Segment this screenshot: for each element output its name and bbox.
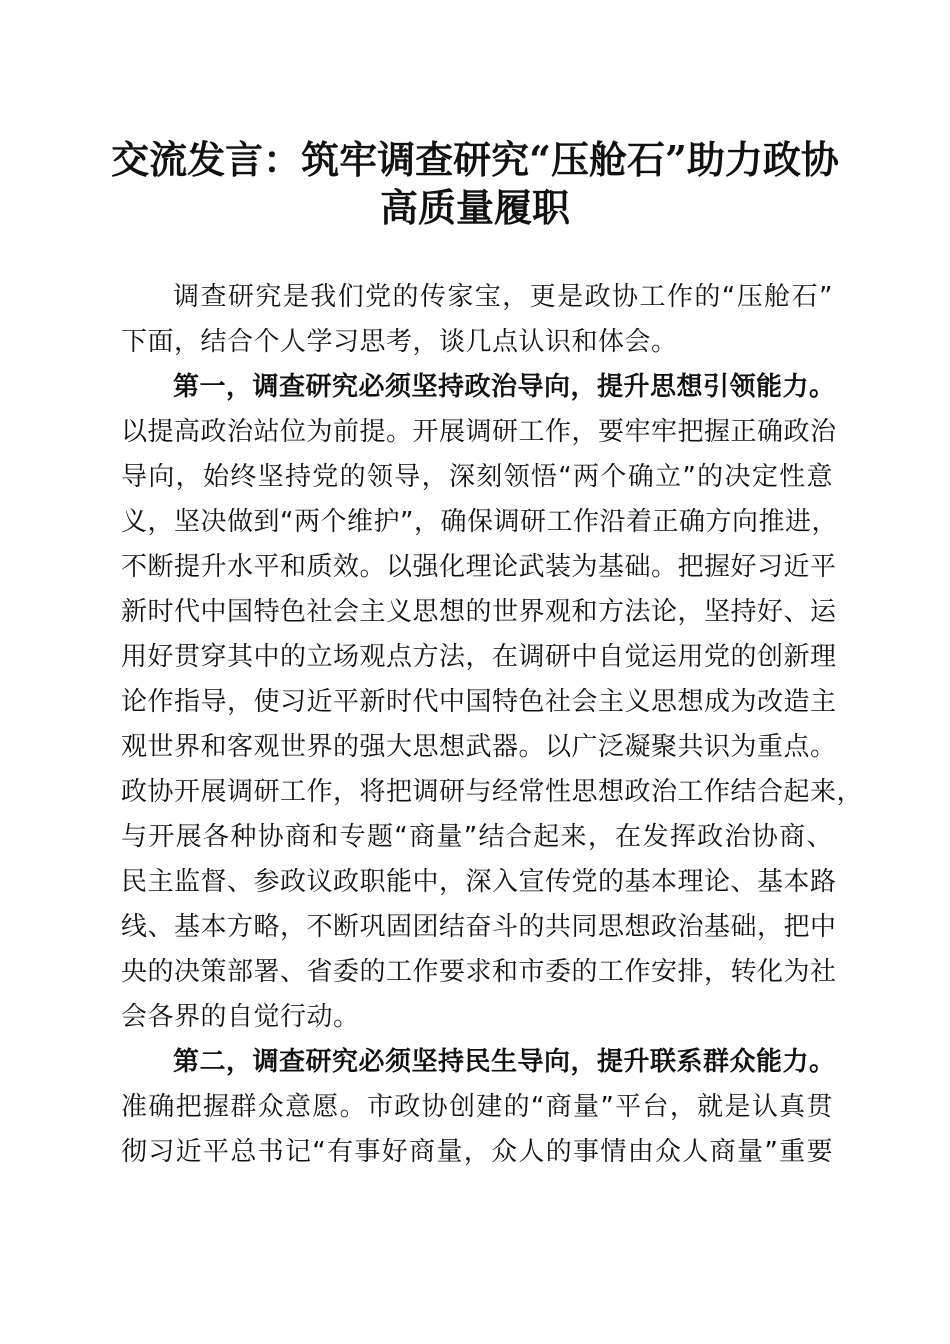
body-line: 用好贯穿其中的立场观点方法，在调研中自觉运用党的创新理 [121,642,837,672]
body-line: 导向，始终坚持党的领导，深刻领悟“两个确立”的决定性意 [121,462,833,492]
body-line: 会各界的自觉行动。 [121,1002,360,1032]
body-line: 央的决策部署、省委的工作要求和市委的工作安排，转化为社 [121,957,837,987]
body-line: 以提高政治站位为前提。开展调研工作，要牢牢把握正确政治 [121,417,837,447]
body-line: 下面，结合个人学习思考，谈几点认识和体会。 [121,327,678,357]
body-line: 观世界和客观世界的强大思想武器。以广泛凝聚共识为重点。 [121,732,837,762]
document-title-line-1: 交流发言：筑牢调查研究“压舱石”助力政协 [111,137,839,182]
body-line: 准确把握群众意愿。市政协创建的“商量”平台，就是认真贯 [121,1092,833,1122]
body-line: 政协开展调研工作，将把调研与经常性思想政治工作结合起来， [121,777,864,807]
body-line: 民主监督、参政议政职能中，深入宣传党的基本理论、基本路 [121,867,837,897]
document-title-line-2: 高质量履职 [379,185,570,230]
body-line: 不断提升水平和质效。以强化理论武装为基础。把握好习近平 [121,552,837,582]
body-line: 与开展各种协商和专题“商量”结合起来，在发挥政治协商、 [121,822,833,852]
body-line: 新时代中国特色社会主义思想的世界观和方法论，坚持好、运 [121,597,837,627]
body-line: 义，坚决做到“两个维护”，确保调研工作沿着正确方向推进， [121,507,838,537]
section-heading-2: 第二，调查研究必须坚持民生导向，提升联系群众能力。 [173,1047,836,1077]
body-line: 论作指导，使习近平新时代中国特色社会主义思想成为改造主 [121,687,837,717]
body-line: 线、基本方略，不断巩固团结奋斗的共同思想政治基础，把中 [121,912,837,942]
body-line: 彻习近平总书记“有事好商量，众人的事情由众人商量”重要 [121,1137,833,1167]
body-line: 调查研究是我们党的传家宝，更是政协工作的“压舱石” [173,282,833,312]
section-heading-1: 第一，调查研究必须坚持政治导向，提升思想引领能力。 [173,372,836,402]
